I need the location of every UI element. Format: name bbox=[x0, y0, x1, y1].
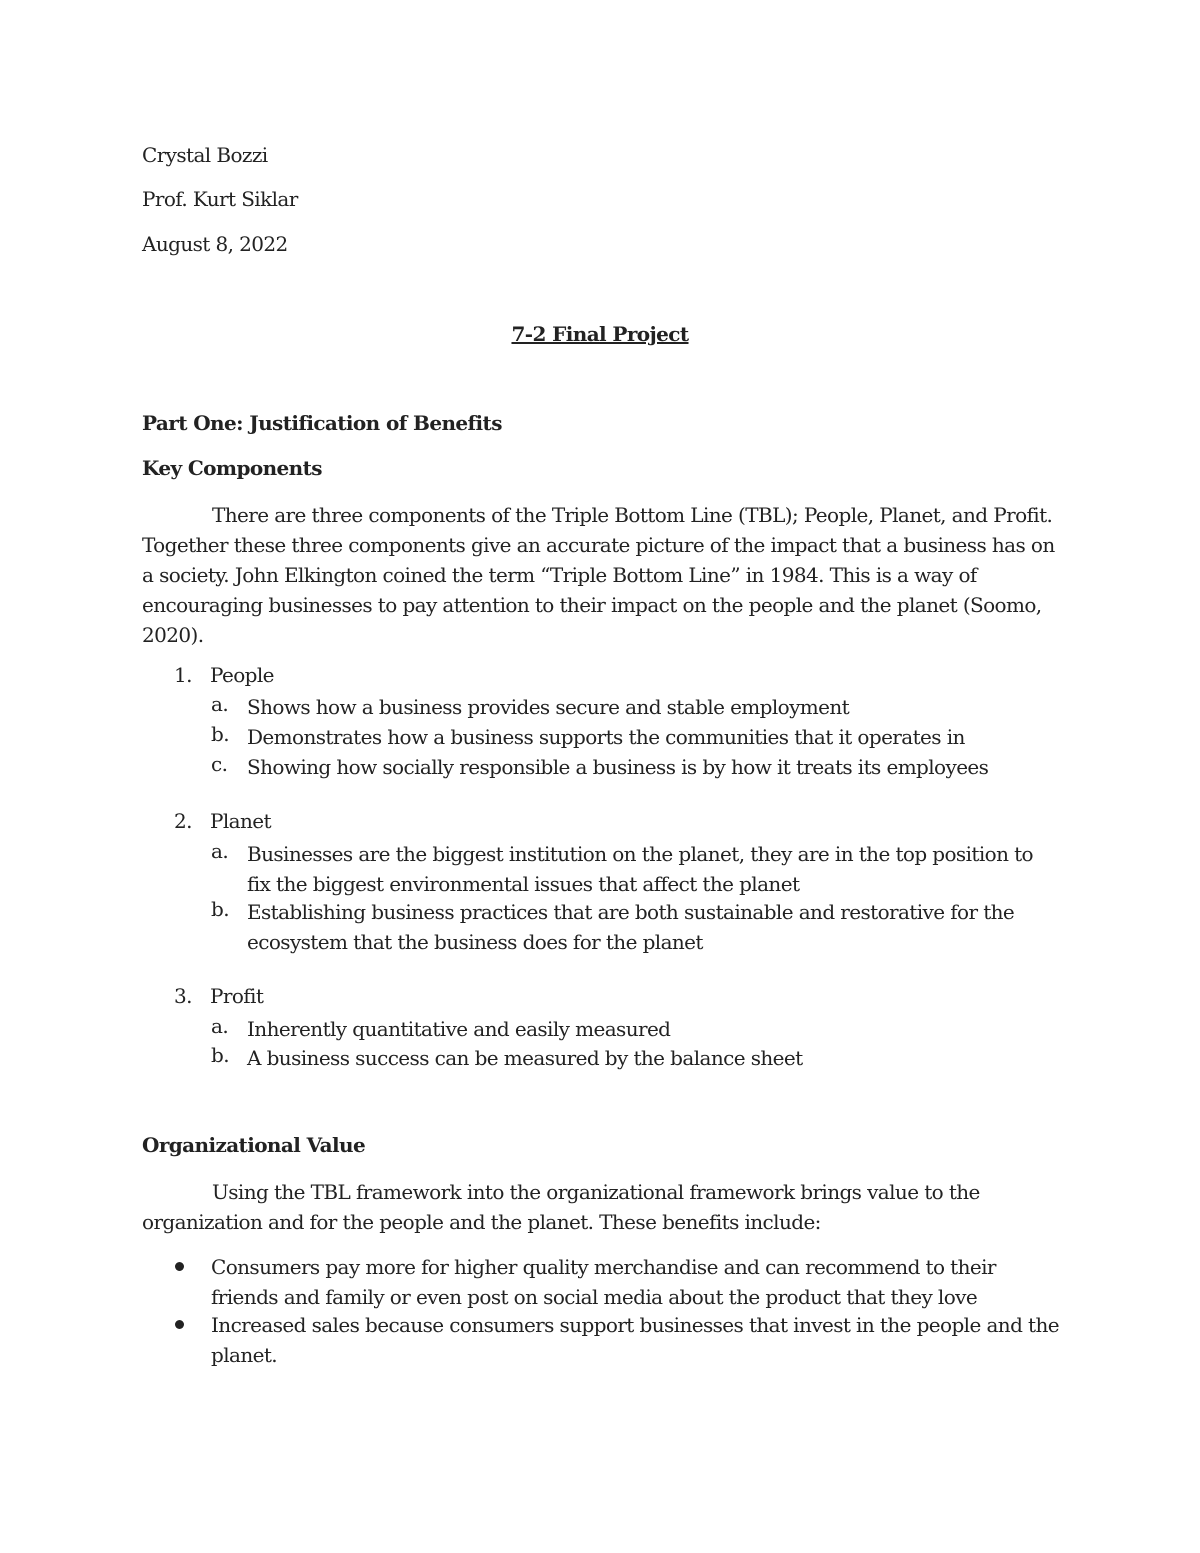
list-item-people: People bbox=[210, 663, 274, 687]
bullet-icon bbox=[175, 1262, 184, 1271]
author-name: Crystal Bozzi bbox=[142, 143, 268, 167]
paragraph-text: There are three components of the Triple Bottom Line (TBL); People, Planet, and Profit. Together these three components give an accurate picture of the impact that a business has on a society. John Elkington coined the term “Triple Bottom Line” in 1984. This is a way of encouraging businesses to pay attention to their impact on the people and the planet (Soomo, 2020). bbox=[142, 503, 1055, 647]
professor-name: Prof. Kurt Siklar bbox=[142, 187, 298, 211]
list-item-planet: Planet bbox=[210, 809, 271, 833]
paragraph-text: Using the TBL framework into the organizational framework brings value to the organization and for the people and the planet. These benefits include: bbox=[142, 1180, 980, 1234]
key-components-heading: Key Components bbox=[142, 456, 322, 480]
sub-item-letter: c. bbox=[211, 752, 228, 776]
list-number: 3. bbox=[174, 984, 192, 1008]
sub-item-letter: a. bbox=[211, 692, 229, 716]
organizational-value-paragraph bbox=[142, 1177, 1062, 1237]
list-item-profit: Profit bbox=[210, 984, 264, 1008]
part-one-heading: Part One: Justification of Benefits bbox=[142, 411, 502, 435]
sub-item-letter: a. bbox=[211, 839, 229, 863]
sub-item-letter: b. bbox=[211, 897, 229, 921]
sub-item-text: Showing how socially responsible a business is by how it treats its employees bbox=[247, 755, 989, 779]
organizational-value-heading: Organizational Value bbox=[142, 1133, 366, 1157]
list-number: 1. bbox=[174, 663, 192, 687]
sub-item-text: Businesses are the biggest institution on the planet, they are in the top position to fix the biggest environmental issues that affect the planet bbox=[247, 842, 1033, 896]
bullet-item: Consumers pay more for higher quality merchandise and can recommend to their friends and family or even post on social media about the product that they love bbox=[211, 1255, 996, 1309]
sub-item-text: A business success can be measured by the balance sheet bbox=[247, 1046, 803, 1070]
sub-item-text: Demonstrates how a business supports the communities that it operates in bbox=[247, 725, 965, 749]
key-components-paragraph bbox=[142, 500, 1062, 650]
sub-item-text: Inherently quantitative and easily measured bbox=[247, 1017, 671, 1041]
sub-item-text: Establishing business practices that are both sustainable and restorative for the ecosystem that the business does for the planet bbox=[247, 900, 1015, 954]
document-date: August 8, 2022 bbox=[142, 232, 288, 256]
document-title: 7-2 Final Project bbox=[511, 322, 689, 346]
sub-item-letter: b. bbox=[211, 722, 229, 746]
bullet-icon bbox=[175, 1320, 184, 1329]
bullet-item: Increased sales because consumers support businesses that invest in the people and the planet. bbox=[211, 1313, 1059, 1367]
sub-item-letter: a. bbox=[211, 1014, 229, 1038]
sub-item-letter: b. bbox=[211, 1043, 229, 1067]
list-number: 2. bbox=[174, 809, 192, 833]
sub-item-text: Shows how a business provides secure and stable employment bbox=[247, 695, 850, 719]
